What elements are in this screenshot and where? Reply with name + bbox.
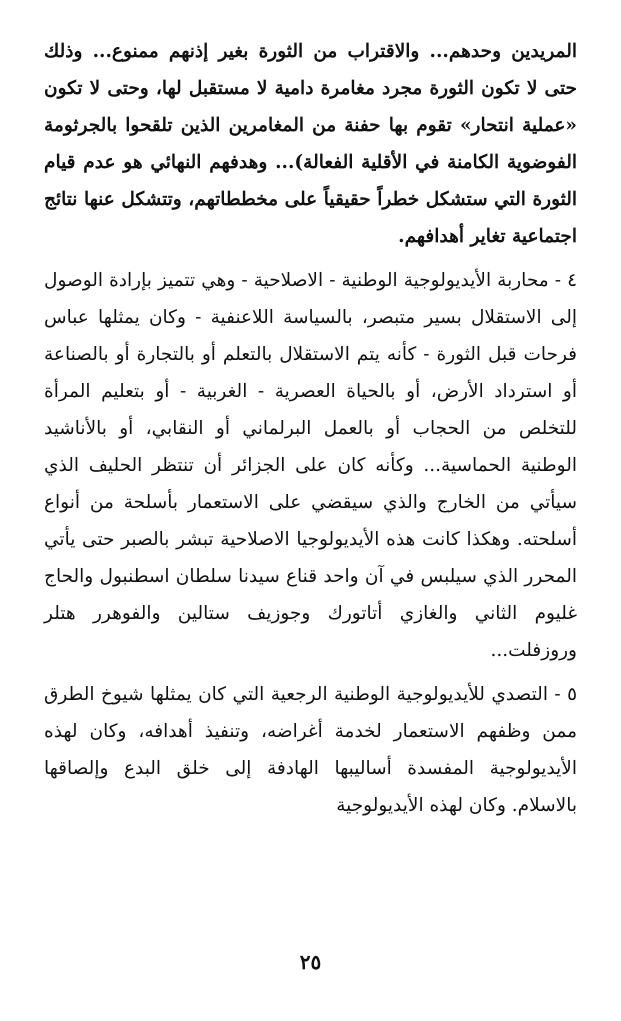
paragraph-item-5: ٥ - التصدي للأيديولوجية الوطنية الرجعية التي كان يمثلها شيوخ الطرق ممن وظفهم الاستعمار لخدمة أغراضه، وتنفيذ أهدافه، وكان لهذه الأيديولوجية المفسدة أساليبها الهادفة إلى خلق البدع وإلصاقها بالاسلام. وكان لهذه الأيديولوجية bbox=[44, 684, 577, 817]
paragraph-item-4: ٤ - محاربة الأيديولوجية الوطنية - الاصلاحية - وهي تتميز بإرادة الوصول إلى الاستقلال بسير متبصر، بالسياسة اللاعنفية - وكان يمثلها عباس فرحات قبل الثورة - كأنه يتم الاستقلال بالتعلم أو بالتجارة أو بالصناعة أو استرداد الأرض، أو بالحياة العصرية - الغربية - أو بتعليم المرأة للتخلص من الحجاب أو بالعمل البرلماني أو النقابي، أو بالأناشيد الوطنية الحماسية... وكأنه كان على الجزائر أن تنتظر الحليف الذي سيأتي من الخارج والذي سيقضي على الاستعمار بأسلحة من أنواع أسلحته. وهكذا كانت هذه الأيديولوجيا الاصلاحية تبشر بالصبر حتى يأتي المحرر الذي سيلبس في آن واحد قناع سيدنا سلطان اسطنبول والحاج غليوم الثاني والغازي أتاتورك وجوزيف ستالين والفوهرر هتلر وروزفلت... bbox=[44, 270, 577, 661]
page-number: ٢٥ bbox=[299, 950, 322, 974]
paragraph-continuation: المريدين وحدهم... والاقتراب من الثورة بغير إذنهم ممنوع... وذلك حتى لا تكون الثورة مجرد مغامرة دامية لا مستقبل لها، وحتى لا تكون «عملية انتحار» تقوم بها حفنة من المغامرين الذين تلقحوا بالجرثومة الفوضوية الكامنة في الأقلية الفعالة)... وهدفهم النهائي هو عدم قيام الثورة التي ستشكل خطراً حقيقياً على مخططاتهم، وتتشكل عنها نتائج اجتماعية تغاير أهدافهم. bbox=[44, 41, 577, 247]
